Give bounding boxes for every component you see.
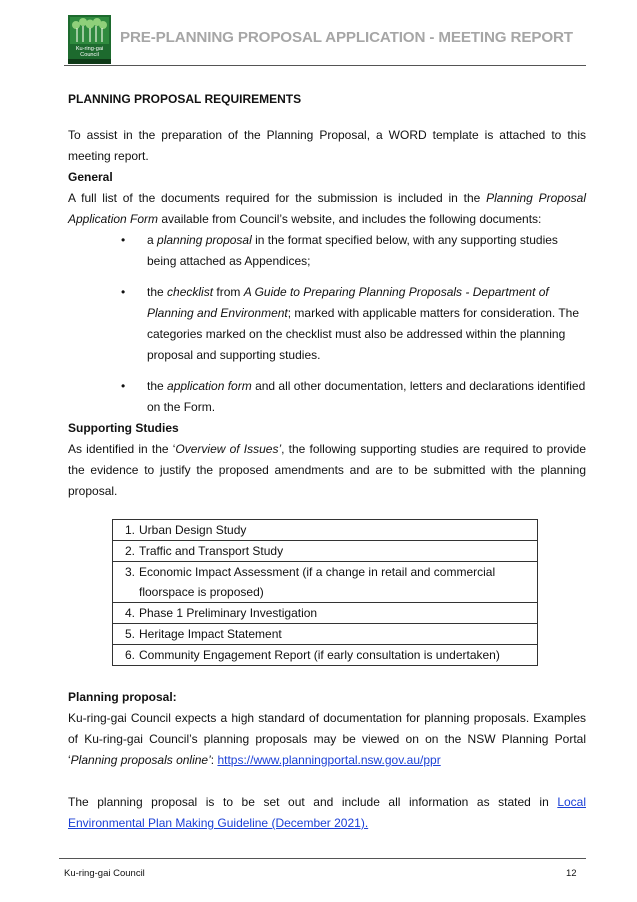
report-title: PRE-PLANNING PROPOSAL APPLICATION - MEETING REPORT <box>120 29 573 46</box>
table-cell: 1. Urban Design Study <box>113 520 538 541</box>
footer-divider <box>59 858 586 859</box>
documents-list <box>68 230 586 418</box>
logo-wordmark: Ku-ring-gai Council <box>75 46 104 58</box>
council-logo <box>68 15 111 64</box>
report-body <box>68 89 586 834</box>
supporting-studies-heading: Supporting Studies <box>68 421 179 435</box>
table-row <box>113 562 538 603</box>
table-cell: 3. Economic Impact Assessment (if a change in retail and commercial floorspace is proposed) <box>113 562 538 603</box>
footer-council-name: Ku-ring-gai Council <box>64 868 145 879</box>
studies-table <box>112 519 538 666</box>
table-cell: 5. Heritage Impact Statement <box>113 624 538 645</box>
page-header <box>64 14 586 66</box>
table-cell: 6. Community Engagement Report (if early consultation is undertaken) <box>113 645 538 666</box>
lep-guideline-link[interactable]: Local Environmental Plan Making Guideline (December 2021). <box>68 795 586 830</box>
planning-proposal-heading: Planning proposal: <box>68 690 177 704</box>
guideline-paragraph: The planning proposal is to be set out and include all information as stated in Local Environmental Plan Making Guideline (December 2021). <box>68 795 586 830</box>
general-paragraph: A full list of the documents required for the submission is included in the Planning Proposal Application Form available from Council’s website, and includes the following documents: <box>68 191 586 226</box>
page-number: 12 <box>566 868 577 879</box>
list-item: • a planning proposal in the format specified below, with any supporting studies being attached as Appendices; <box>147 230 586 272</box>
general-heading: General <box>68 170 113 184</box>
table-row <box>113 520 538 541</box>
table-cell: 4. Phase 1 Preliminary Investigation <box>113 603 538 624</box>
table-row <box>113 645 538 666</box>
bullet-icon: • <box>121 233 126 247</box>
section-title: PLANNING PROPOSAL REQUIREMENTS <box>68 92 302 106</box>
header-divider <box>64 65 586 66</box>
bullet-icon: • <box>121 285 126 299</box>
bullet-icon: • <box>121 379 126 393</box>
table-row <box>113 624 538 645</box>
intro-paragraph: To assist in the preparation of the Planning Proposal, a WORD template is attached to this meeting report. <box>68 128 586 163</box>
list-item: • the application form and all other documentation, letters and declarations identified on the Form. <box>147 376 586 418</box>
table-row <box>113 541 538 562</box>
list-item: • the checklist from A Guide to Preparing Planning Proposals - Department of Planning and Environment; marked with applicable matters for consideration. The categories marked on the checklist must also be addressed within the planning proposal and supporting studies. <box>147 282 586 366</box>
table-row <box>113 603 538 624</box>
planning-portal-link[interactable]: https://www.planningportal.nsw.gov.au/ppr <box>217 753 441 767</box>
table-cell: 2. Traffic and Transport Study <box>113 541 538 562</box>
supporting-paragraph: As identified in the ‘Overview of Issues’, the following supporting studies are required to provide the evidence to justify the proposed amendments and are to be submitted with the planning proposal. <box>68 442 586 498</box>
planning-paragraph: Ku-ring-gai Council expects a high standard of documentation for planning proposals. Examples of Ku-ring-gai Council’s planning proposals may be viewed on on the NSW Planning Portal ‘Planning proposals online’: https://www.planningportal.nsw.gov.au/ppr <box>68 711 586 767</box>
